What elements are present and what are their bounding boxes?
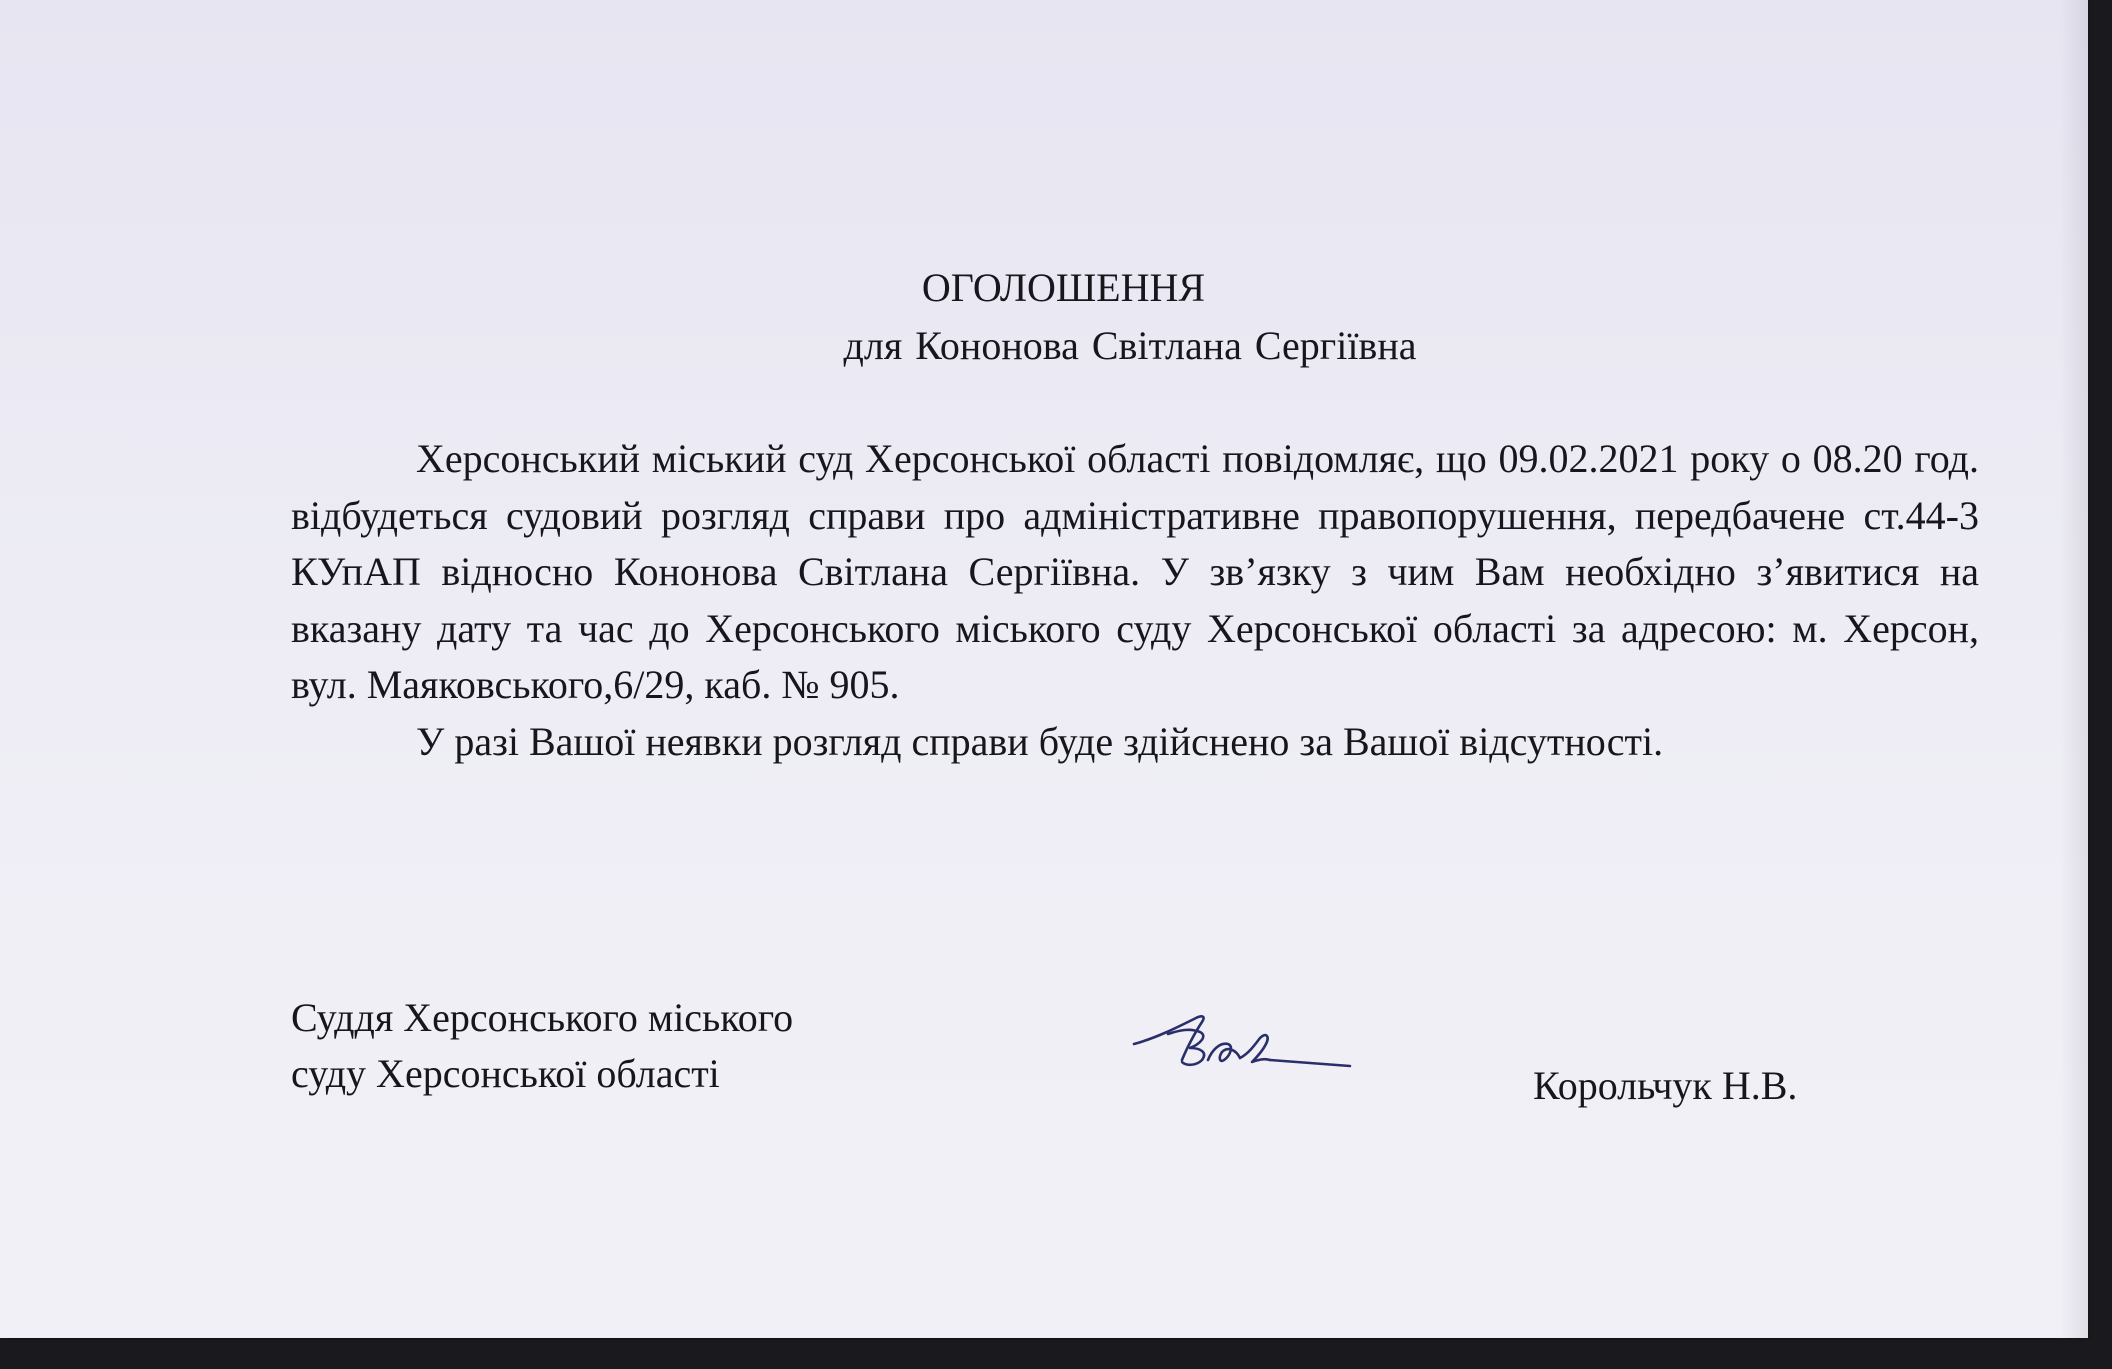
announcement-title: ОГОЛОШЕННЯ (921, 265, 1206, 310)
announcement-addressee: для Кононова Світлана Сергіївна (843, 323, 1417, 368)
handwritten-signature (1128, 998, 1358, 1088)
announcement-body (291, 431, 1979, 770)
announcement-paragraph-2: У разі Вашої неявки розгляд справи буде здійснено за Вашої відсутності. (416, 718, 1664, 764)
judge-position (291, 990, 793, 1102)
announcement-paragraph-1: Херсонський міський суд Херсонської області повідомляє, що 09.02.2021 року о 08.20 год. відбудеться судовий розгляд справи про адміністративне правопорушення, передбачене ст.44-3 КУпАП відносно Кононова Світлана Сергіївна. У зв’язку з чим Вам необхідно з’явитися на вказану дату та час до Херсонського міського суду Херсонської області за адресою: м. Херсон, вул. Маяковського,6/29, каб. № 905. (291, 436, 1979, 707)
judge-name: Корольчук Н.В. (1533, 1063, 1798, 1108)
page-edge-shadow (2060, 0, 2088, 1338)
judge-position-line-1: Суддя Херсонського міського (291, 995, 794, 1040)
judge-position-line-2: суду Херсонської області (291, 1051, 720, 1096)
